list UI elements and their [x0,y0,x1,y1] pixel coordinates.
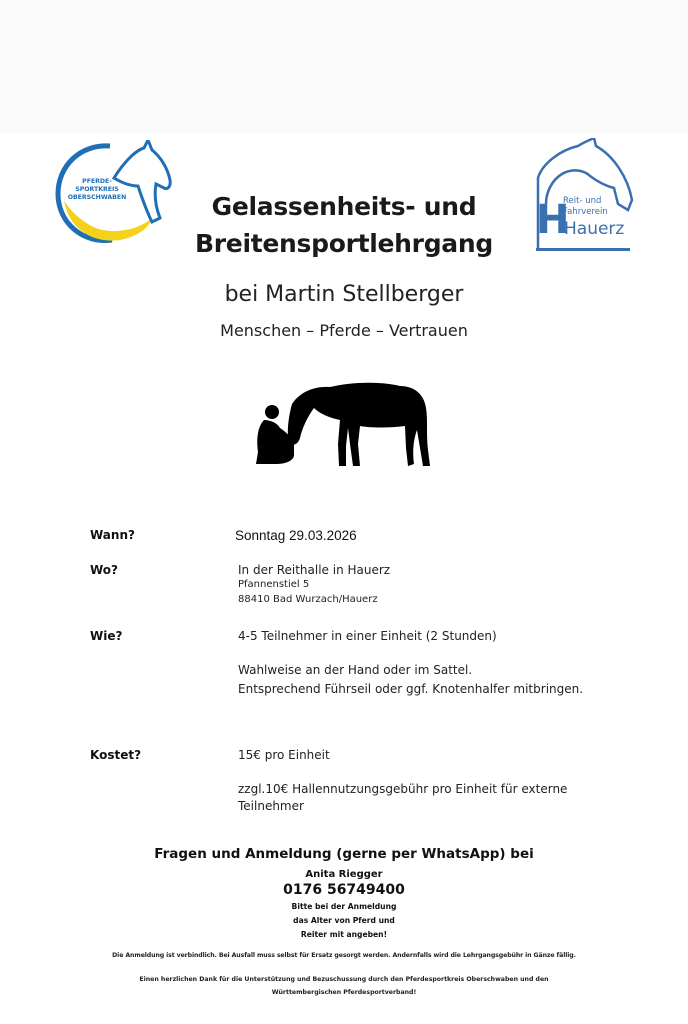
where-line-1: In der Reithalle in Hauerz [238,563,391,577]
footer-thanks-line-1: Einen herzlichen Dank für die Unterstützung und Bezuschussung durch den Pferdesportkreis Oberschwaben und den [139,976,549,983]
subtitle: bei Martin Stellberger [224,282,464,307]
logo-left-line3: OBERSCHWABEN [67,194,127,201]
person-with-horse-silhouette-icon [250,378,435,473]
motto: Menschen – Pferde – Vertrauen [220,321,468,340]
contact-name: Anita Riegger [305,869,383,880]
logo-left-line2: SPORTKREIS [75,186,119,193]
contact-heading: Fragen und Anmeldung (gerne per WhatsApp) bei [154,846,534,862]
contact-note-line-1: Bitte bei der Anmeldung [291,902,397,911]
logo-left-line1: PFERDE- [82,178,112,185]
how-line-3: Entsprechend Führseil oder ggf. Knotenhalfer mitbringen. [238,682,584,696]
when-value: Sonntag 29.03.2026 [235,528,357,543]
logo-right-line2: Fahrverein [563,207,608,217]
footer-binding-notice: Die Anmeldung ist verbindlich. Bei Ausfall muss selbst für Ersatz gesorgt werden. Andernfalls wird die Lehrgangsgebühr in Gänze fällig. [112,952,576,959]
cost-line-3: Teilnehmer [238,799,304,813]
person-with-horse-illustration [250,378,435,473]
how-label: Wie? [90,629,123,643]
logo-right-line1: Reit- und [563,196,602,206]
contact-note-line-2: das Alter von Pferd und [293,916,395,925]
title-line-2: Breitensportlehrgang [195,229,493,258]
contact-phone: 0176 56749400 [283,882,405,898]
contact-note [0,900,688,942]
where-label: Wo? [90,563,119,577]
contact-note-line-3: Reiter mit angeben! [300,930,388,939]
cost-label: Kostet? [90,748,142,762]
title-line-1: Gelassenheits- und [211,192,477,221]
top-blank-band [0,0,688,133]
when-label: Wann? [90,528,135,542]
where-line-3: 88410 Bad Wurzach/Hauerz [238,594,378,605]
footer-thanks-line-2: Württembergischen Pferdesportverband! [271,989,417,996]
where-line-2: Pfannenstiel 5 [238,579,310,590]
hauerz-logo-name: Hauerz [564,219,625,239]
how-line-1: 4-5 Teilnehmer in einer Einheit (2 Stunden) [238,629,497,643]
hauerz-logo-initial: H [536,197,570,243]
cost-line-1: 15€ pro Einheit [238,748,330,762]
how-line-2: Wahlweise an der Hand oder im Sattel. [238,663,473,677]
cost-line-2: zzgl.10€ Hallennutzungsgebühr pro Einheit für externe [238,782,568,796]
